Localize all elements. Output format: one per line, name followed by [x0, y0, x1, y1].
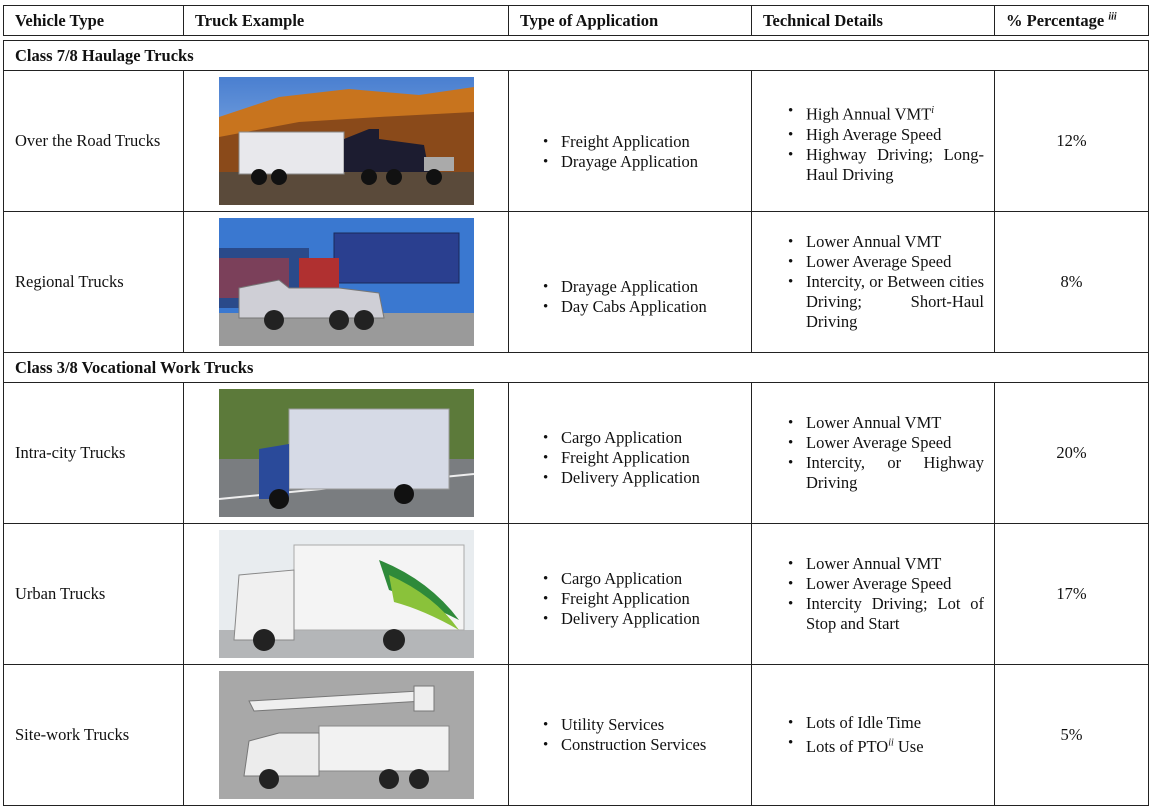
list-item: • Utility Services — [561, 715, 751, 735]
technical-list — [752, 413, 994, 493]
list-item: • High Annual VMT$^i$ — [806, 101, 984, 125]
table-row — [4, 665, 1149, 806]
percentage-cell: 8% — [995, 212, 1149, 353]
box-truck-image — [219, 389, 474, 517]
application-list — [509, 715, 751, 755]
list-item: • Lower Annual VMT — [806, 413, 984, 433]
header-truck-example: Truck Example — [184, 6, 509, 36]
list-item: • Intercity, or Highway Driving — [806, 453, 984, 493]
percentage-cell: 12% — [995, 71, 1149, 212]
header-application: Type of Application — [509, 6, 752, 36]
list-item: • Delivery Application — [561, 468, 751, 488]
list-item: • Day Cabs Application — [561, 297, 751, 317]
header-percentage-note: iii — [1108, 11, 1117, 22]
section-title-haulage: Class 7/8 Haulage Trucks — [4, 41, 1149, 71]
list-item: • Freight Application — [561, 132, 751, 152]
list-item: • Lower Annual VMT — [806, 232, 984, 252]
percentage-cell: 5% — [995, 665, 1149, 806]
list-item: • Delivery Application — [561, 609, 751, 629]
list-item: • High Average Speed — [806, 125, 984, 145]
long-haul-semi-truck-image — [219, 77, 474, 205]
technical-list — [752, 232, 994, 332]
application-list — [509, 569, 751, 629]
header-vehicle-type: Vehicle Type — [4, 6, 184, 36]
list-item: • Freight Application — [561, 589, 751, 609]
header-row — [4, 6, 1149, 36]
table-row — [4, 524, 1149, 665]
table-row — [4, 212, 1149, 353]
section-title-vocational: Class 3/8 Vocational Work Trucks — [4, 353, 1149, 383]
list-item: • Cargo Application — [561, 569, 751, 589]
vehicle-type-cell: Intra-city Trucks — [4, 383, 184, 524]
footnote-marker: i — [931, 105, 935, 117]
technical-list — [752, 101, 994, 185]
list-item: • Lower Annual VMT — [806, 554, 984, 574]
application-list — [509, 277, 751, 317]
table-row — [4, 383, 1149, 524]
list-item: • Intercity Driving; Lot of Stop and Start — [806, 594, 984, 634]
truck-classification-table — [3, 5, 1149, 806]
list-item: • Lower Average Speed — [806, 574, 984, 594]
application-list — [509, 132, 751, 172]
container-truck-image — [219, 218, 474, 346]
list-item: • Highway Driving; Long-Haul Driving — [806, 145, 984, 185]
vehicle-type-cell: Over the Road Trucks — [4, 71, 184, 212]
section-row-vocational — [4, 353, 1149, 383]
list-item: • Lots of PTO$^{ii}$ Use — [806, 733, 984, 757]
header-technical: Technical Details — [752, 6, 995, 36]
vehicle-type-cell: Site-work Trucks — [4, 665, 184, 806]
list-item: • Construction Services — [561, 735, 751, 755]
list-item: • Drayage Application — [561, 152, 751, 172]
percentage-cell: 17% — [995, 524, 1149, 665]
list-item: • Intercity, or Between cities Driving; Short-Haul Driving — [806, 272, 984, 332]
percentage-cell: 20% — [995, 383, 1149, 524]
footnote-marker: ii — [888, 737, 894, 749]
bucket-truck-image — [219, 671, 474, 799]
vehicle-type-cell: Regional Trucks — [4, 212, 184, 353]
technical-list — [752, 713, 994, 757]
application-list — [509, 428, 751, 488]
list-item: • Freight Application — [561, 448, 751, 468]
vehicle-type-cell: Urban Trucks — [4, 524, 184, 665]
technical-list — [752, 554, 994, 634]
header-percentage: % Percentage $^{iii}$ — [995, 6, 1149, 36]
urban-delivery-truck-image — [219, 530, 474, 658]
list-item: • Lower Average Speed — [806, 252, 984, 272]
list-item: • Lower Average Speed — [806, 433, 984, 453]
table-row — [4, 71, 1149, 212]
list-item: • Lots of Idle Time — [806, 713, 984, 733]
list-item: • Cargo Application — [561, 428, 751, 448]
list-item: • Drayage Application — [561, 277, 751, 297]
section-row-haulage — [4, 41, 1149, 71]
